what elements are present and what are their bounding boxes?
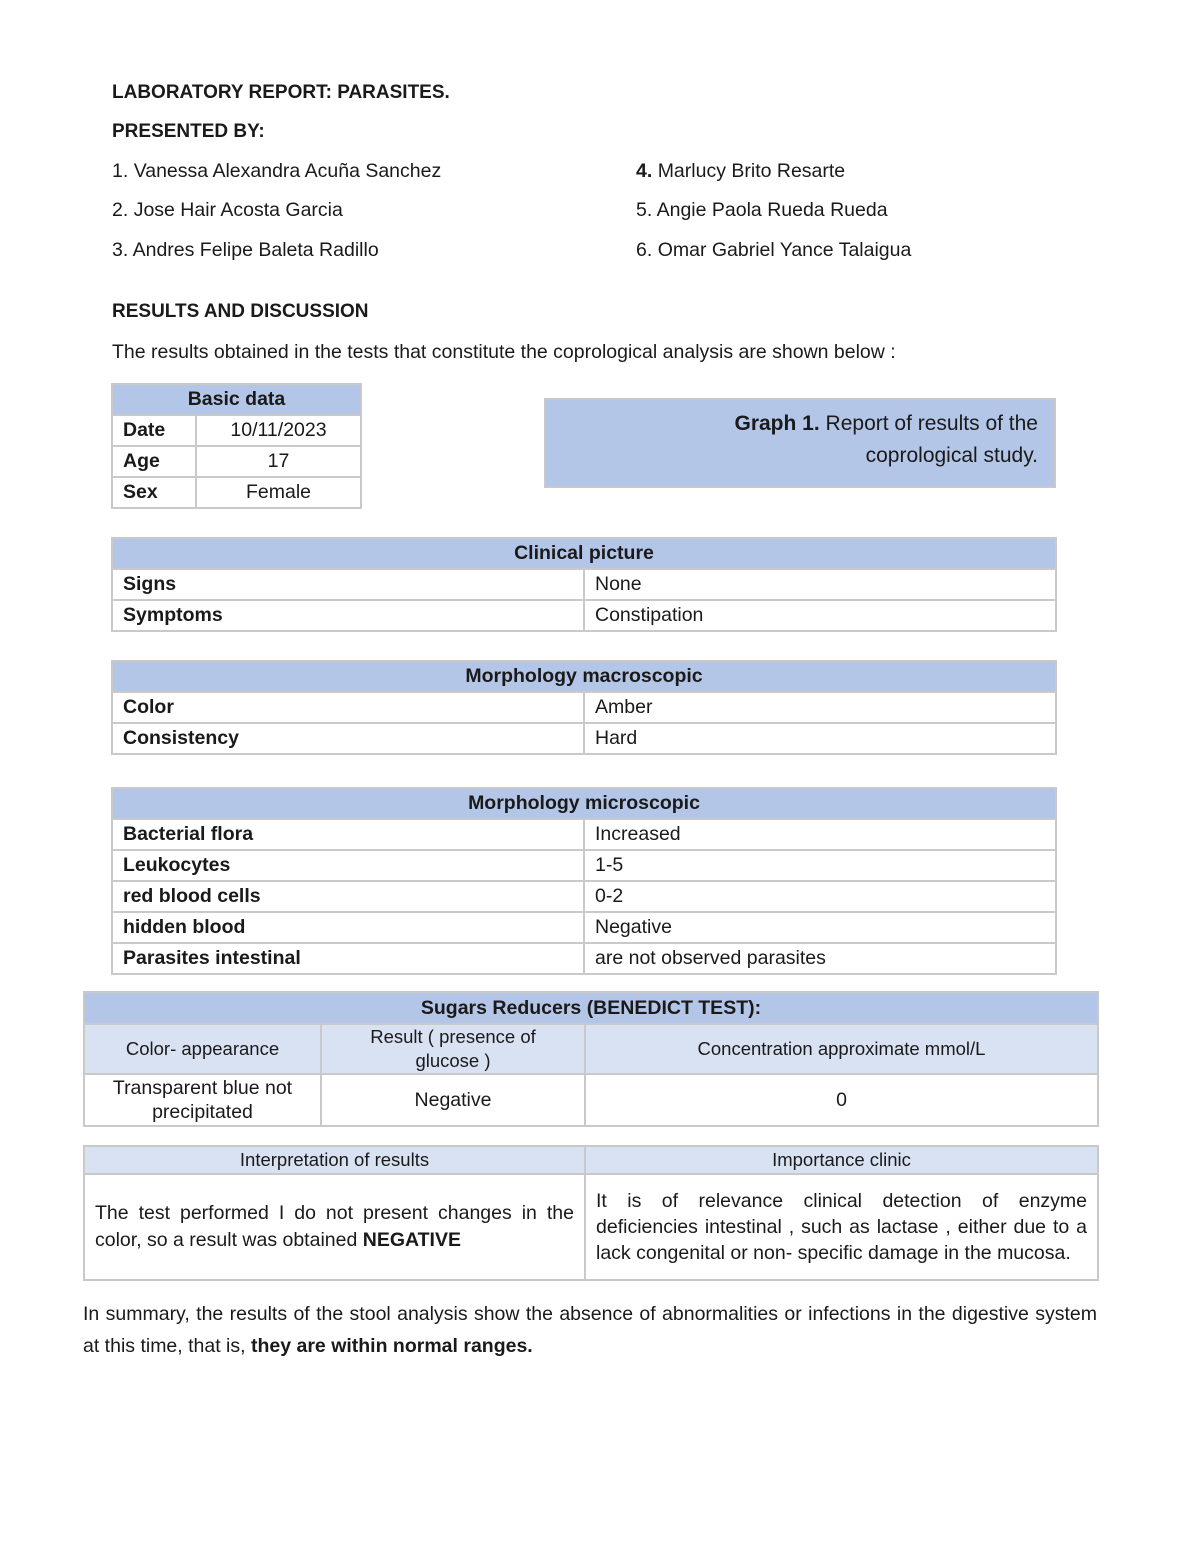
micro-header: Morphology microscopic: [112, 788, 1056, 819]
intro-text: The results obtained in the tests that constitute the coprological analysis are shown below :: [112, 341, 896, 363]
benedict-col-color: Color- appearance: [84, 1024, 321, 1074]
interpretation-table: [83, 1145, 1099, 1281]
author-5: 5. Angie Paola Rueda Rueda: [636, 199, 888, 221]
macro-label: Color: [112, 692, 584, 723]
basic-data-value: 10/11/2023: [196, 415, 361, 446]
basic-data-table: [111, 383, 362, 509]
clinical-label: Signs: [112, 569, 584, 600]
author-4: 4. Marlucy Brito Resarte: [636, 160, 846, 182]
micro-label: hidden blood: [112, 912, 584, 943]
clinical-label: Symptoms: [112, 600, 584, 631]
micro-label: Bacterial flora: [112, 819, 584, 850]
presented-by-label: PRESENTED BY:: [112, 121, 265, 142]
micro-label: Parasites intestinal: [112, 943, 584, 974]
basic-data-header: Basic data: [112, 384, 361, 415]
benedict-value-color: Transparent blue not precipitated: [84, 1074, 321, 1126]
macroscopic-table: [111, 660, 1057, 755]
macro-label: Consistency: [112, 723, 584, 754]
macro-value: Amber: [584, 692, 1056, 723]
interpretation-text: The test performed I do not present changes in the color, so a result was obtained NEGATIVE: [84, 1174, 585, 1280]
results-heading: RESULTS AND DISCUSSION: [112, 301, 369, 322]
author-1: 1. Vanessa Alexandra Acuña Sanchez: [112, 160, 442, 182]
author-3: 3. Andres Felipe Baleta Radillo: [112, 239, 379, 261]
clinical-header: Clinical picture: [112, 538, 1056, 569]
basic-data-value: 17: [196, 446, 361, 477]
micro-label: Leukocytes: [112, 850, 584, 881]
micro-value: are not observed parasites: [584, 943, 1056, 974]
importance-col-header: Importance clinic: [585, 1146, 1098, 1174]
benedict-col-result: Result ( presence of glucose ): [321, 1024, 585, 1074]
basic-data-value: Female: [196, 477, 361, 508]
micro-label: red blood cells: [112, 881, 584, 912]
summary-paragraph: In summary, the results of the stool analysis show the absence of abnormalities or infections in the digestive system at this time, that is, they are within normal ranges.: [83, 1303, 1097, 1357]
macro-value: Hard: [584, 723, 1056, 754]
clinical-picture-table: [111, 537, 1057, 632]
interpretation-col-header: Interpretation of results: [84, 1146, 585, 1174]
micro-value: 0-2: [584, 881, 1056, 912]
basic-data-label: Sex: [112, 477, 196, 508]
micro-value: Negative: [584, 912, 1056, 943]
benedict-col-concentration: Concentration approximate mmol/L: [585, 1024, 1098, 1074]
graph-caption-box: [544, 398, 1056, 488]
report-title: LABORATORY REPORT: PARASITES.: [112, 82, 450, 103]
importance-text: It is of relevance clinical detection of enzyme deficiencies intestinal , such as lactase , either due to a lack congenital or non- specific damage in the mucosa.: [585, 1174, 1098, 1280]
author-2: 2. Jose Hair Acosta Garcia: [112, 199, 343, 221]
micro-value: Increased: [584, 819, 1056, 850]
basic-data-label: Age: [112, 446, 196, 477]
benedict-value-concentration: 0: [585, 1074, 1098, 1126]
benedict-header: Sugars Reducers (BENEDICT TEST):: [84, 992, 1098, 1024]
author-6: 6. Omar Gabriel Yance Talaigua: [636, 239, 912, 261]
micro-value: 1-5: [584, 850, 1056, 881]
graph-caption: Graph 1. Report of results of the coprological study.: [734, 412, 1038, 467]
benedict-test-table: [83, 991, 1099, 1127]
benedict-value-result: Negative: [321, 1074, 585, 1126]
macro-header: Morphology macroscopic: [112, 661, 1056, 692]
clinical-value: Constipation: [584, 600, 1056, 631]
clinical-value: None: [584, 569, 1056, 600]
microscopic-table: [111, 787, 1057, 975]
basic-data-label: Date: [112, 415, 196, 446]
